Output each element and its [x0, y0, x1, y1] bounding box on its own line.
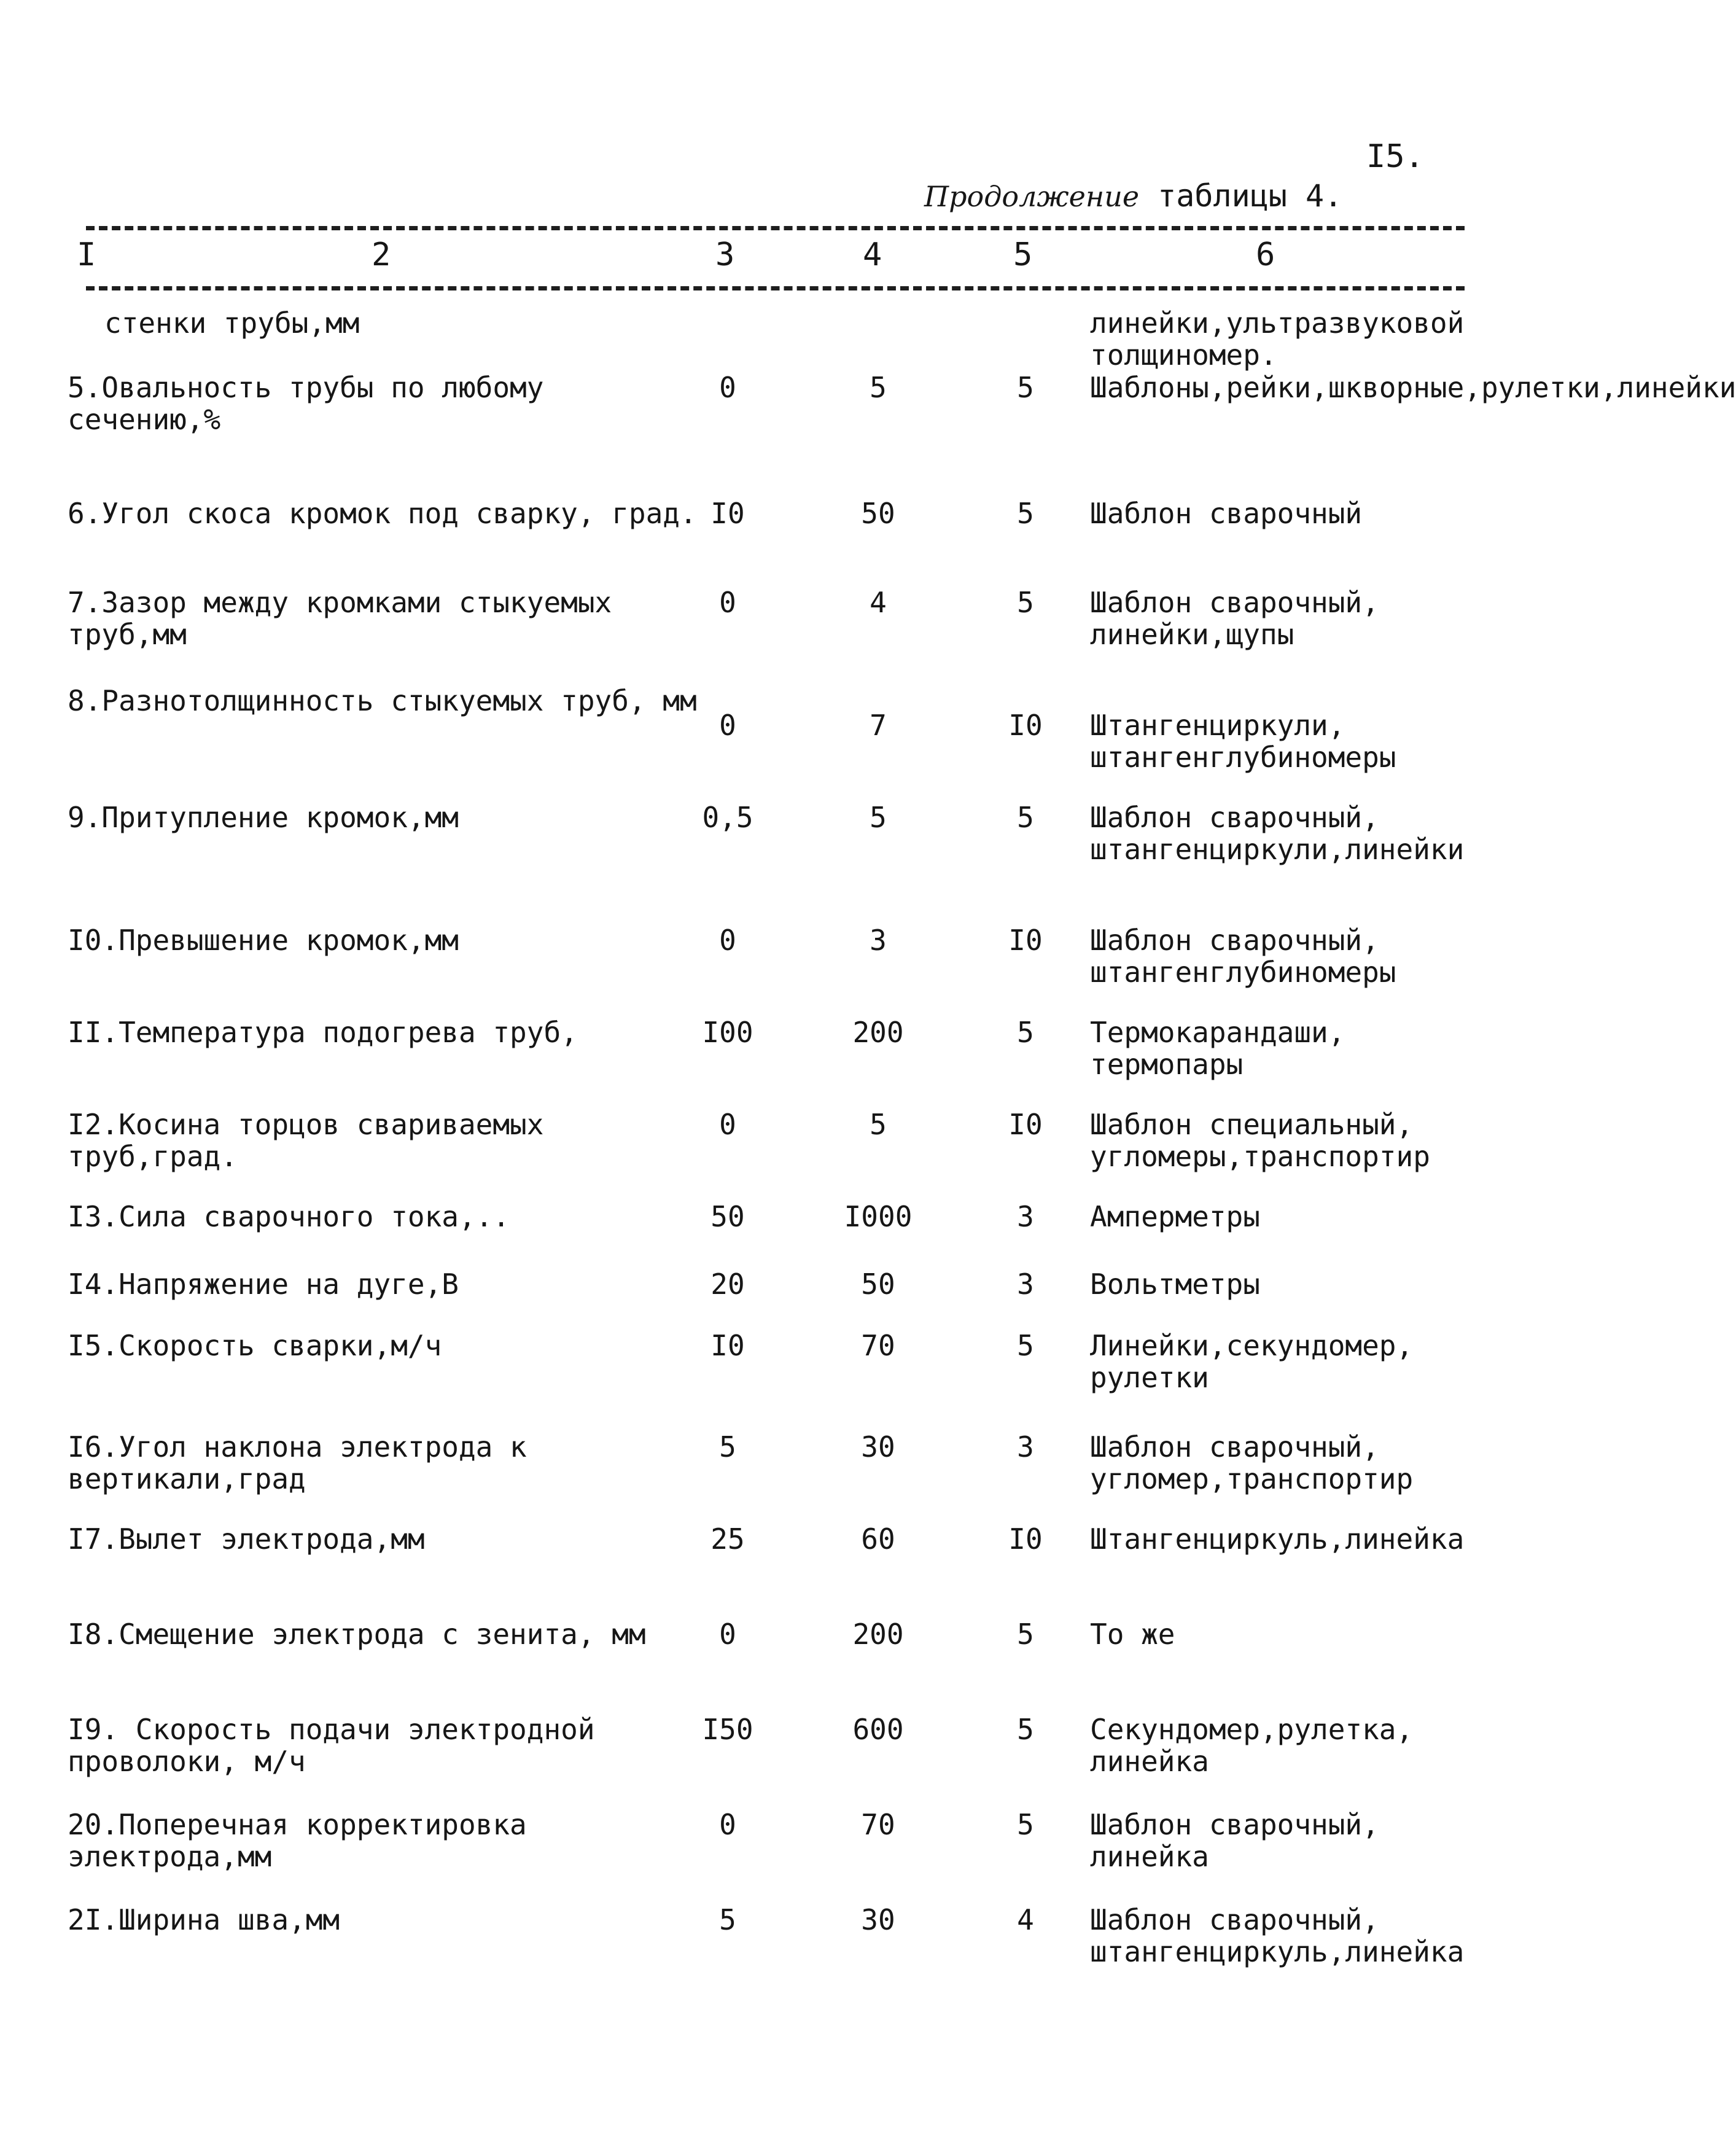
parameter-cell: стенки трубы,мм: [104, 306, 360, 340]
max-value-cell: I000: [844, 1200, 913, 1233]
parameter-cell: I7.Вылет электрода,мм: [68, 1522, 425, 1556]
instrument-cell: Шаблон сварочный, штангенциркули,линейки: [1090, 801, 1465, 866]
parameter-cell: I2.Косина торцов свариваемых труб,град.: [68, 1108, 544, 1173]
min-value-cell: I00: [702, 1016, 753, 1049]
max-value-cell: 30: [861, 1430, 895, 1463]
min-value-cell: 0,5: [702, 801, 753, 834]
column5-value-cell: I0: [1008, 1522, 1043, 1556]
instrument-cell: Шаблон сварочный: [1090, 497, 1363, 530]
column5-value-cell: 5: [1017, 1329, 1034, 1362]
instrument-cell: Линейки,секундомер, рулетки: [1090, 1329, 1414, 1394]
instrument-cell: Амперметры: [1090, 1200, 1260, 1233]
instrument-cell: Штангенциркуль,линейка: [1090, 1522, 1465, 1556]
instrument-cell: То же: [1090, 1618, 1175, 1651]
column-header-3: 3: [715, 236, 735, 273]
column-header-4: 4: [863, 236, 882, 273]
instrument-cell: линейки,ультразвуковой толщиномер.: [1090, 306, 1465, 372]
min-value-cell: 5: [719, 1903, 736, 1936]
min-value-cell: I50: [702, 1713, 753, 1746]
page-number: I5.: [1366, 138, 1424, 175]
min-value-cell: 0: [719, 1808, 736, 1841]
instrument-cell: Термокарандаши, термопары: [1090, 1016, 1345, 1081]
column5-value-cell: 5: [1017, 1808, 1034, 1841]
min-value-cell: I0: [710, 497, 745, 530]
column-header-1: I: [77, 236, 96, 273]
min-value-cell: 20: [710, 1268, 745, 1301]
max-value-cell: 4: [870, 586, 887, 619]
parameter-cell: I8.Смещение электрода с зенита, мм: [68, 1618, 646, 1651]
parameter-cell: 20.Поперечная корректировка электрода,мм: [68, 1808, 527, 1873]
column5-value-cell: 5: [1017, 1016, 1034, 1049]
max-value-cell: 3: [870, 924, 887, 957]
column5-value-cell: 5: [1017, 497, 1034, 530]
column5-value-cell: 3: [1017, 1268, 1034, 1301]
parameter-cell: 9.Притупление кромок,мм: [68, 801, 459, 834]
instrument-cell: Шаблон сварочный, штангенциркуль,линейка: [1090, 1903, 1465, 1968]
column5-value-cell: I0: [1008, 709, 1043, 742]
column-header-6: 6: [1256, 236, 1275, 273]
min-value-cell: 5: [719, 1430, 736, 1463]
max-value-cell: 7: [870, 709, 887, 742]
instrument-cell: Шаблон специальный, угломеры,транспортир: [1090, 1108, 1430, 1173]
caption-handwritten: Продолжение: [924, 180, 1140, 213]
parameter-cell: I5.Скорость сварки,м/ч: [68, 1329, 442, 1362]
instrument-cell: Шаблон сварочный, линейка: [1090, 1808, 1379, 1873]
parameter-cell: I6.Угол наклона электрода к вертикали,град: [68, 1430, 527, 1495]
column5-value-cell: 3: [1017, 1200, 1034, 1233]
instrument-cell: Вольтметры: [1090, 1268, 1260, 1301]
min-value-cell: 0: [719, 709, 736, 742]
max-value-cell: 5: [870, 801, 887, 834]
min-value-cell: 50: [710, 1200, 745, 1233]
column5-value-cell: I0: [1008, 1108, 1043, 1141]
max-value-cell: 200: [852, 1016, 904, 1049]
parameter-cell: 8.Разнотолщинность стыкуемых труб, мм: [68, 684, 697, 717]
column5-value-cell: 4: [1017, 1903, 1034, 1936]
instrument-cell: Штангенциркули, штангенглубиномеры: [1090, 709, 1396, 774]
min-value-cell: 0: [719, 1108, 736, 1141]
column5-value-cell: 5: [1017, 1618, 1034, 1651]
min-value-cell: 0: [719, 586, 736, 619]
max-value-cell: 30: [861, 1903, 895, 1936]
column5-value-cell: 5: [1017, 1713, 1034, 1746]
instrument-cell: Секундомер,рулетка, линейка: [1090, 1713, 1414, 1778]
column5-value-cell: 5: [1017, 371, 1034, 404]
column5-value-cell: 5: [1017, 801, 1034, 834]
max-value-cell: 50: [861, 1268, 895, 1301]
column-header-5: 5: [1013, 236, 1033, 273]
column-header-2: 2: [372, 236, 391, 273]
max-value-cell: 200: [852, 1618, 904, 1651]
parameter-cell: 6.Угол скоса кромок под сварку, град.: [68, 497, 697, 530]
max-value-cell: 50: [861, 497, 895, 530]
parameter-cell: I3.Сила сварочного тока,..: [68, 1200, 510, 1233]
instrument-cell: Шаблоны,рейки,шкворные,рулетки,линейки: [1090, 371, 1736, 404]
parameter-cell: 5.Овальность трубы по любому сечению,%: [68, 371, 544, 436]
max-value-cell: 70: [861, 1808, 895, 1841]
parameter-cell: 7.Зазор между кромками стыкуемых труб,мм: [68, 586, 612, 651]
min-value-cell: I0: [710, 1329, 745, 1362]
parameter-cell: 2I.Ширина шва,мм: [68, 1903, 340, 1936]
parameter-cell: II.Температура подогрева труб,: [68, 1016, 578, 1049]
parameter-cell: I4.Напряжение на дуге,В: [68, 1268, 459, 1301]
min-value-cell: 0: [719, 1618, 736, 1651]
min-value-cell: 0: [719, 924, 736, 957]
max-value-cell: 5: [870, 1108, 887, 1141]
parameter-cell: I0.Превышение кромок,мм: [68, 924, 459, 957]
max-value-cell: 70: [861, 1329, 895, 1362]
caption-typed: таблицы 4.: [1158, 178, 1343, 214]
column5-value-cell: 3: [1017, 1430, 1034, 1463]
instrument-cell: Шаблон сварочный, угломер,транспортир: [1090, 1430, 1414, 1495]
max-value-cell: 600: [852, 1713, 904, 1746]
max-value-cell: 60: [861, 1522, 895, 1556]
instrument-cell: Шаблон сварочный, штангенглубиномеры: [1090, 924, 1396, 989]
max-value-cell: 5: [870, 371, 887, 404]
min-value-cell: 0: [719, 371, 736, 404]
instrument-cell: Шаблон сварочный, линейки,щупы: [1090, 586, 1379, 651]
column5-value-cell: 5: [1017, 586, 1034, 619]
min-value-cell: 25: [710, 1522, 745, 1556]
column5-value-cell: I0: [1008, 924, 1043, 957]
parameter-cell: I9. Скорость подачи электродной проволоки, м/ч: [68, 1713, 595, 1778]
